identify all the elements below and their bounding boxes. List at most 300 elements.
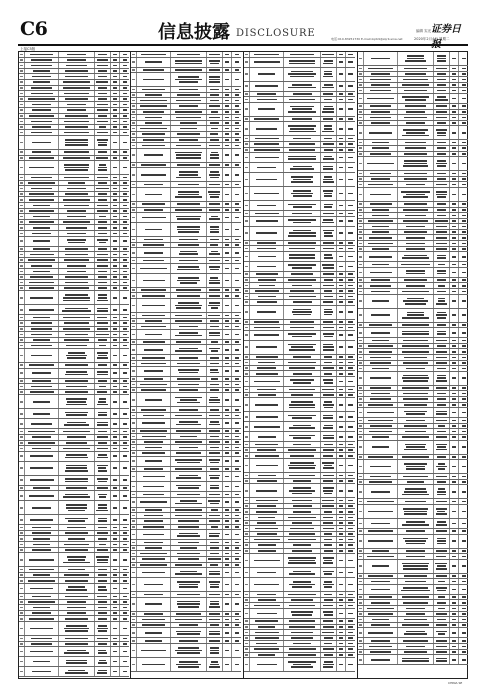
cell-text-bar bbox=[123, 580, 127, 582]
table-cell bbox=[111, 269, 120, 274]
cell-text-bar bbox=[323, 562, 333, 564]
table-cell bbox=[120, 263, 129, 268]
table-cell bbox=[434, 460, 450, 473]
cell-text-bar bbox=[324, 290, 332, 292]
cell-text-bar bbox=[402, 524, 429, 526]
table-cell bbox=[250, 453, 284, 458]
cell-text-bar bbox=[180, 500, 198, 502]
table-cell bbox=[207, 299, 223, 312]
table-cell bbox=[171, 434, 207, 439]
cell-text-bar bbox=[339, 54, 343, 56]
cell-text-bar bbox=[20, 544, 23, 546]
cell-text-bar bbox=[179, 357, 198, 359]
cell-text-bar bbox=[405, 99, 426, 101]
table-cell bbox=[434, 104, 450, 109]
cell-text-bar bbox=[462, 314, 466, 316]
cell-text-bar bbox=[63, 328, 90, 330]
table-cell bbox=[398, 83, 434, 88]
table-cell bbox=[398, 157, 434, 170]
cell-text-bar bbox=[288, 242, 315, 244]
cell-text-bar bbox=[407, 312, 425, 314]
cell-text-bar bbox=[462, 291, 466, 293]
cell-text-bar bbox=[254, 539, 280, 541]
cell-text-bar bbox=[339, 356, 343, 358]
cell-text-bar bbox=[452, 368, 456, 370]
table-cell bbox=[250, 377, 284, 386]
cell-text-bar bbox=[123, 527, 127, 529]
table-cell bbox=[321, 306, 337, 319]
cell-text-bar bbox=[324, 511, 332, 513]
table-cell bbox=[25, 286, 59, 291]
table-cell bbox=[223, 638, 232, 643]
table-cell bbox=[232, 213, 241, 222]
cell-text-bar bbox=[436, 191, 447, 193]
table-cell bbox=[459, 219, 468, 224]
table-cell bbox=[223, 377, 232, 382]
table-cell bbox=[25, 363, 59, 368]
cell-text-bar bbox=[452, 523, 456, 525]
cell-text-bar bbox=[96, 81, 108, 83]
cell-text-bar bbox=[64, 628, 89, 630]
table-cell bbox=[284, 537, 320, 542]
cell-text-bar bbox=[211, 307, 218, 309]
cell-text-bar bbox=[113, 227, 117, 229]
cell-text-bar bbox=[452, 163, 456, 165]
cell-text-bar bbox=[323, 404, 334, 406]
cell-text-bar bbox=[437, 84, 445, 86]
cell-text-bar bbox=[359, 300, 362, 302]
table-cell bbox=[250, 355, 284, 360]
cell-text-bar bbox=[245, 85, 248, 87]
cell-text-bar bbox=[210, 177, 219, 179]
table-cell bbox=[459, 295, 468, 308]
table-cell bbox=[321, 578, 337, 591]
table-cell bbox=[95, 252, 111, 257]
cell-text-bar bbox=[462, 117, 466, 119]
cell-text-bar bbox=[143, 244, 164, 246]
table-cell bbox=[111, 584, 120, 593]
cell-text-bar bbox=[140, 553, 166, 555]
cell-text-bar bbox=[403, 587, 427, 589]
table-cell bbox=[459, 574, 468, 579]
table-cell bbox=[223, 115, 232, 120]
cell-text-bar bbox=[209, 117, 220, 119]
cell-text-bar bbox=[123, 601, 127, 603]
cell-text-bar bbox=[339, 416, 343, 418]
cell-text-bar bbox=[437, 398, 446, 400]
table-cell bbox=[207, 182, 223, 187]
cell-text-bar bbox=[66, 465, 87, 467]
table-cell bbox=[59, 69, 95, 74]
table-cell bbox=[450, 66, 459, 71]
cell-text-bar bbox=[65, 412, 88, 414]
cell-text-bar bbox=[113, 328, 117, 330]
cell-text-bar bbox=[348, 346, 352, 348]
cell-text-bar bbox=[179, 409, 198, 411]
cell-text-bar bbox=[359, 420, 362, 422]
table-cell bbox=[111, 642, 120, 647]
table-cell bbox=[232, 530, 241, 539]
cell-text-bar bbox=[20, 254, 23, 256]
table-cell bbox=[95, 175, 111, 180]
table-cell bbox=[364, 146, 398, 151]
cell-text-bar bbox=[235, 341, 239, 343]
table-cell bbox=[321, 103, 337, 116]
cell-text-bar bbox=[98, 412, 107, 414]
cell-text-bar bbox=[123, 643, 127, 645]
cell-text-bar bbox=[324, 204, 333, 206]
cell-text-bar bbox=[177, 494, 199, 496]
cell-text-bar bbox=[348, 648, 352, 650]
table-cell bbox=[171, 592, 207, 597]
cell-text-bar bbox=[339, 242, 343, 244]
cell-text-bar bbox=[113, 104, 117, 106]
cell-text-bar bbox=[113, 651, 117, 653]
cell-text-bar bbox=[132, 476, 135, 478]
table-cell bbox=[120, 58, 129, 63]
table-cell bbox=[459, 241, 468, 246]
table-cell bbox=[171, 377, 207, 382]
table-cell bbox=[111, 247, 120, 252]
cell-text-bar bbox=[339, 279, 343, 281]
table-cell bbox=[450, 529, 459, 534]
cell-text-bar bbox=[20, 271, 23, 273]
cell-text-bar bbox=[372, 264, 389, 266]
cell-text-bar bbox=[113, 580, 117, 582]
table-cell bbox=[232, 98, 241, 103]
cell-text-bar bbox=[63, 199, 90, 201]
cell-text-bar bbox=[33, 538, 50, 540]
table-cell bbox=[223, 52, 232, 57]
cell-text-bar bbox=[437, 331, 446, 333]
cell-text-bar bbox=[436, 387, 447, 389]
table-cell bbox=[434, 391, 450, 396]
cell-text-bar bbox=[436, 436, 446, 438]
cell-text-bar bbox=[29, 199, 54, 201]
table-cell bbox=[25, 616, 59, 621]
cell-text-bar bbox=[452, 256, 456, 258]
table-cell bbox=[284, 479, 320, 484]
table-cell bbox=[398, 72, 434, 77]
cell-text-bar bbox=[404, 90, 426, 92]
table-cell bbox=[337, 211, 346, 216]
table-cell bbox=[207, 202, 223, 207]
cell-text-bar bbox=[97, 310, 108, 312]
cell-text-bar bbox=[32, 151, 51, 153]
cell-text-bar bbox=[322, 222, 334, 224]
table-cell bbox=[95, 441, 111, 446]
cell-text-bar bbox=[113, 115, 117, 117]
cell-text-bar bbox=[65, 254, 87, 256]
cell-text-bar bbox=[258, 654, 275, 656]
table-cell bbox=[398, 480, 434, 485]
cell-text-bar bbox=[462, 377, 466, 379]
table-cell bbox=[223, 407, 232, 412]
cell-text-bar bbox=[211, 341, 219, 343]
cell-text-bar bbox=[99, 242, 107, 244]
table-row bbox=[19, 419, 129, 429]
cell-text-bar bbox=[178, 647, 199, 649]
cell-text-bar bbox=[65, 672, 88, 674]
table-cell bbox=[232, 274, 241, 287]
cell-text-bar bbox=[372, 226, 389, 228]
cell-text-bar bbox=[348, 465, 352, 467]
table-cell bbox=[232, 208, 241, 213]
table-cell bbox=[95, 161, 111, 174]
cell-text-bar bbox=[33, 574, 50, 576]
cell-text-bar bbox=[405, 215, 426, 217]
table-cell bbox=[95, 531, 111, 536]
table-cell bbox=[450, 623, 459, 628]
cell-text-bar bbox=[132, 320, 135, 322]
cell-text-bar bbox=[324, 643, 332, 645]
cell-text-bar bbox=[348, 632, 352, 634]
table-cell bbox=[137, 340, 171, 345]
table-cell bbox=[232, 87, 241, 92]
table-cell bbox=[364, 252, 398, 261]
cell-text-bar bbox=[113, 355, 117, 357]
cell-text-bar bbox=[437, 619, 445, 621]
table-cell bbox=[95, 186, 111, 191]
table-cell bbox=[434, 560, 450, 573]
table-cell bbox=[111, 594, 120, 599]
table-cell bbox=[59, 486, 95, 491]
table-cell bbox=[250, 484, 284, 497]
table-cell bbox=[111, 214, 120, 219]
table-row bbox=[244, 341, 355, 355]
newspaper-logo: 证券日 bbox=[431, 24, 461, 35]
cell-text-bar bbox=[235, 624, 239, 626]
cell-text-bar bbox=[370, 194, 391, 196]
table-cell bbox=[364, 230, 398, 235]
table-cell bbox=[120, 209, 129, 214]
cell-text-bar bbox=[20, 559, 23, 561]
cell-text-bar bbox=[210, 487, 218, 489]
table-cell bbox=[207, 407, 223, 412]
cell-text-bar bbox=[452, 340, 456, 342]
cell-text-bar bbox=[348, 643, 352, 645]
table-cell bbox=[95, 269, 111, 274]
table-cell bbox=[364, 140, 398, 145]
cell-text-bar bbox=[452, 446, 456, 448]
cell-text-bar bbox=[123, 81, 127, 83]
table-cell bbox=[59, 263, 95, 268]
cell-text-bar bbox=[98, 248, 107, 250]
cell-text-bar bbox=[323, 666, 333, 668]
table-cell bbox=[434, 644, 450, 649]
table-cell bbox=[398, 574, 434, 579]
table-cell bbox=[95, 542, 111, 547]
table-cell bbox=[398, 474, 434, 479]
cell-text-bar bbox=[175, 305, 202, 307]
table-cell bbox=[398, 455, 434, 460]
table-cell bbox=[223, 592, 232, 597]
table-cell bbox=[337, 122, 346, 135]
table-cell bbox=[459, 52, 468, 65]
table-cell bbox=[398, 361, 434, 366]
table-cell bbox=[25, 203, 59, 208]
table-cell bbox=[450, 72, 459, 77]
cell-text-bar bbox=[404, 203, 428, 205]
cell-text-bar bbox=[208, 305, 220, 307]
cell-text-bar bbox=[436, 466, 447, 468]
cell-text-bar bbox=[179, 389, 199, 391]
cell-text-bar bbox=[245, 416, 248, 418]
cell-text-bar bbox=[452, 456, 456, 458]
cell-text-bar bbox=[65, 391, 87, 393]
cell-text-bar bbox=[245, 517, 248, 519]
table-cell bbox=[95, 501, 111, 514]
cell-text-bar bbox=[462, 220, 466, 222]
table-row bbox=[131, 248, 241, 258]
cell-text-bar bbox=[123, 671, 127, 673]
cell-text-bar bbox=[65, 294, 87, 296]
table-cell bbox=[346, 371, 355, 376]
cell-text-bar bbox=[132, 349, 135, 351]
table-cell bbox=[398, 252, 434, 261]
cell-text-bar bbox=[404, 425, 428, 427]
table-cell bbox=[111, 419, 120, 428]
cell-text-bar bbox=[323, 605, 333, 607]
table-cell bbox=[250, 387, 284, 392]
cell-text-bar bbox=[348, 436, 352, 438]
cell-text-bar bbox=[225, 239, 229, 241]
table-cell bbox=[434, 72, 450, 77]
cell-text-bar bbox=[97, 265, 109, 267]
cell-text-bar bbox=[404, 117, 427, 119]
cell-text-bar bbox=[438, 633, 446, 635]
cell-text-bar bbox=[436, 613, 448, 615]
cell-text-bar bbox=[372, 340, 389, 342]
table-cell bbox=[25, 611, 59, 616]
cell-text-bar bbox=[348, 296, 352, 298]
table-row bbox=[19, 657, 129, 667]
cell-text-bar bbox=[68, 670, 86, 672]
cell-text-bar bbox=[324, 296, 333, 298]
table-row bbox=[19, 667, 129, 677]
cell-text-bar bbox=[323, 620, 333, 622]
cell-text-bar bbox=[113, 54, 117, 56]
cell-text-bar bbox=[175, 209, 201, 211]
cell-text-bar bbox=[254, 584, 279, 586]
cell-text-bar bbox=[291, 193, 314, 195]
cell-text-bar bbox=[322, 505, 334, 507]
table-cell bbox=[111, 203, 120, 208]
cell-text-bar bbox=[359, 291, 362, 293]
table-cell bbox=[111, 343, 120, 348]
table-cell bbox=[223, 168, 232, 181]
table-cell bbox=[120, 192, 129, 197]
table-cell bbox=[111, 611, 120, 616]
cell-text-bar bbox=[291, 181, 313, 183]
table-cell bbox=[120, 429, 129, 434]
cell-text-bar bbox=[359, 68, 362, 70]
cell-text-bar bbox=[245, 539, 248, 541]
cell-text-bar bbox=[123, 182, 127, 184]
cell-text-bar bbox=[235, 632, 239, 634]
cell-text-bar bbox=[113, 322, 117, 324]
cell-text-bar bbox=[404, 404, 428, 406]
cell-text-bar bbox=[372, 215, 390, 217]
cell-text-bar bbox=[113, 532, 117, 534]
cell-text-bar bbox=[452, 556, 456, 558]
table-cell bbox=[459, 268, 468, 277]
table-cell bbox=[207, 445, 223, 450]
cell-text-bar bbox=[208, 500, 220, 502]
cell-text-bar bbox=[113, 569, 117, 571]
cell-text-bar bbox=[225, 603, 229, 605]
table-cell bbox=[250, 459, 284, 472]
cell-text-bar bbox=[225, 174, 229, 176]
cell-text-bar bbox=[97, 478, 107, 480]
cell-text-bar bbox=[339, 128, 343, 130]
cell-text-bar bbox=[235, 244, 239, 246]
table-cell bbox=[111, 369, 120, 378]
cell-text-bar bbox=[339, 273, 343, 275]
cell-text-bar bbox=[175, 315, 203, 317]
cell-text-bar bbox=[32, 507, 52, 509]
cell-text-bar bbox=[123, 287, 127, 289]
cell-text-bar bbox=[225, 650, 229, 652]
table-cell bbox=[459, 230, 468, 235]
cell-text-bar bbox=[144, 370, 164, 372]
cell-text-bar bbox=[323, 158, 334, 160]
cell-text-bar bbox=[348, 285, 352, 287]
table-row bbox=[244, 173, 355, 187]
cell-text-bar bbox=[324, 444, 333, 446]
table-cell bbox=[364, 182, 398, 187]
cell-text-bar bbox=[348, 533, 352, 535]
table-cell bbox=[364, 429, 398, 434]
table-cell bbox=[321, 136, 337, 141]
table-cell bbox=[232, 73, 241, 86]
cell-text-bar bbox=[324, 279, 333, 281]
cell-text-bar bbox=[235, 534, 239, 536]
table-cell bbox=[434, 213, 450, 218]
cell-text-bar bbox=[324, 309, 332, 311]
table-cell bbox=[250, 393, 284, 398]
table-cell bbox=[450, 213, 459, 218]
cell-text-bar bbox=[359, 332, 362, 334]
table-cell bbox=[207, 628, 223, 637]
table-cell bbox=[95, 525, 111, 530]
table-cell bbox=[364, 121, 398, 126]
cell-text-bar bbox=[436, 651, 447, 653]
cell-text-bar bbox=[339, 321, 343, 323]
cell-text-bar bbox=[452, 90, 456, 92]
cell-text-bar bbox=[235, 409, 239, 411]
cell-text-bar bbox=[29, 221, 54, 223]
cell-text-bar bbox=[143, 486, 164, 488]
table-cell bbox=[232, 58, 241, 67]
table-cell bbox=[250, 122, 284, 135]
cell-text-bar bbox=[178, 384, 199, 386]
cell-text-bar bbox=[293, 571, 311, 573]
cell-text-bar bbox=[30, 479, 54, 481]
table-cell bbox=[364, 278, 398, 283]
table-cell bbox=[120, 657, 129, 666]
cell-text-bar bbox=[402, 624, 428, 626]
table-cell bbox=[250, 509, 284, 514]
table-cell bbox=[364, 268, 398, 277]
cell-text-bar bbox=[132, 370, 135, 372]
table-cell bbox=[137, 644, 171, 657]
cell-text-bar bbox=[323, 190, 333, 192]
table-row bbox=[358, 655, 468, 665]
table-cell bbox=[207, 248, 223, 257]
table-cell bbox=[434, 140, 450, 145]
table-cell bbox=[398, 529, 434, 534]
